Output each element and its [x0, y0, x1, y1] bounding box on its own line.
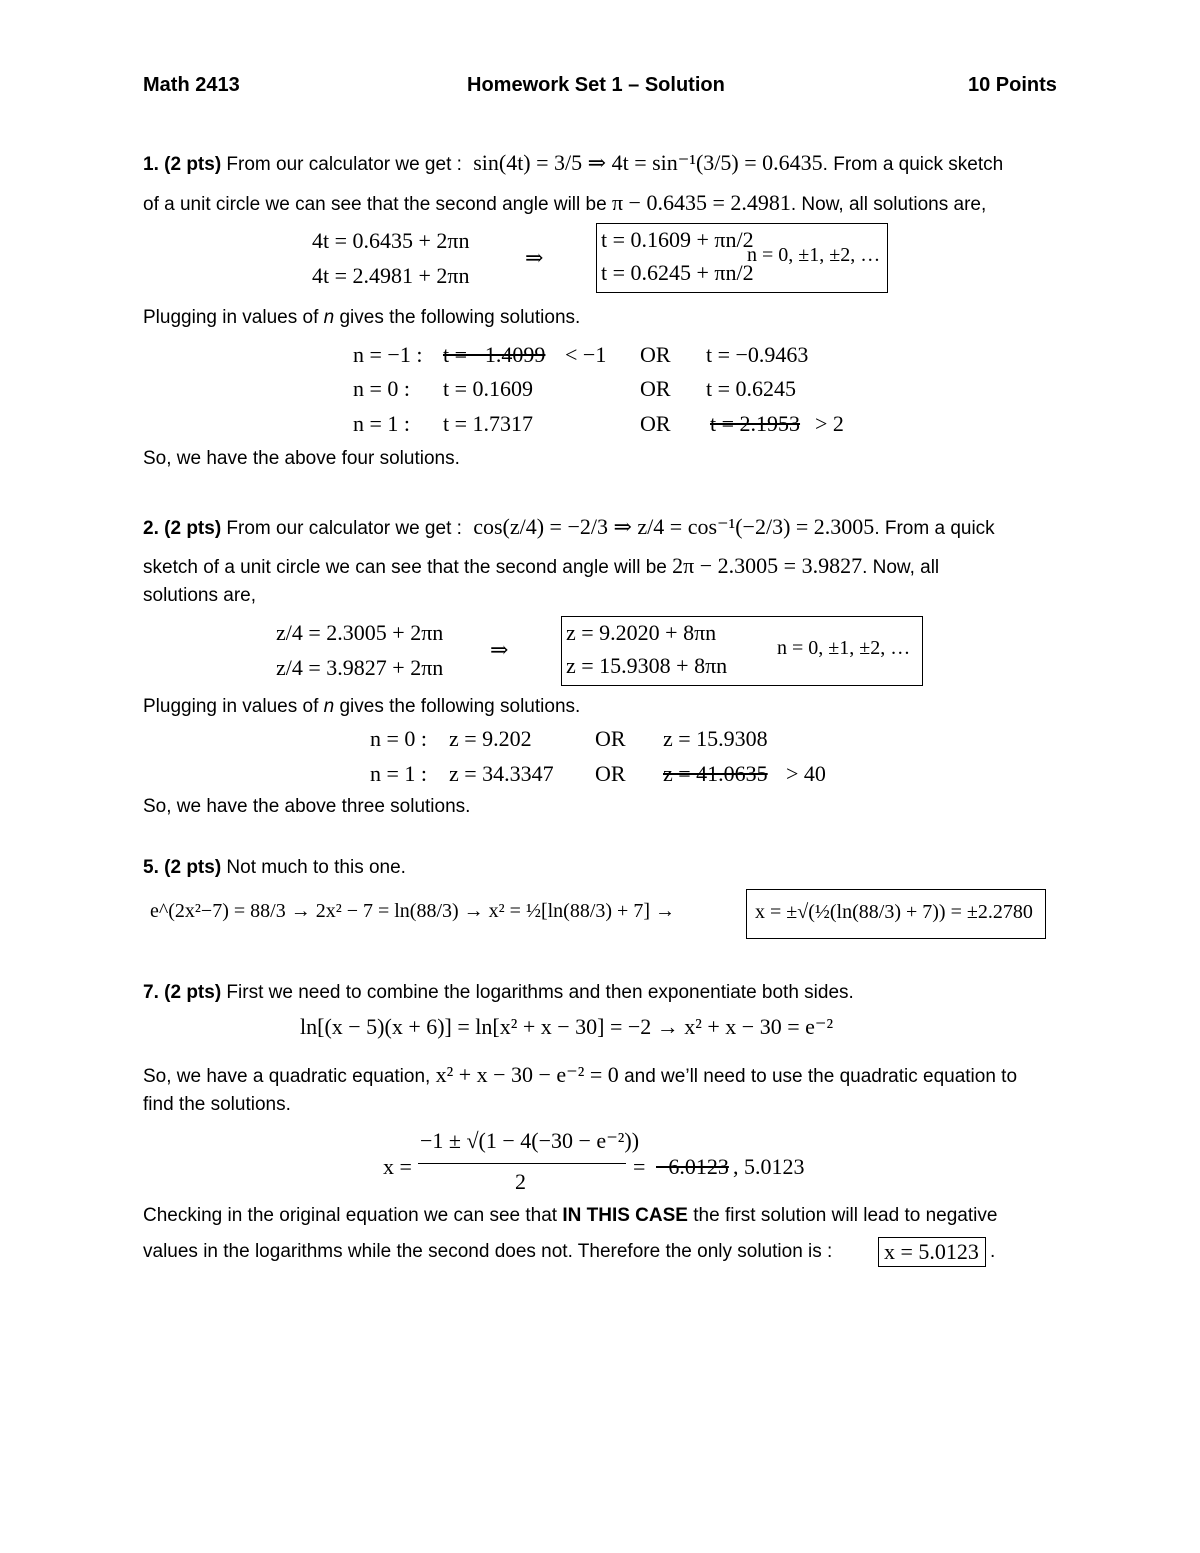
p1-line2-tail: . Now, all solutions are,	[790, 194, 987, 215]
p7-line1	[143, 982, 854, 1004]
p1-row-a-tail: < −1	[565, 342, 607, 367]
course-name: Math 2413	[143, 74, 240, 96]
p2-number: 2.	[143, 518, 159, 539]
p7-number: 7.	[143, 982, 159, 1003]
p7-formula-numerator: −1 ± √(1 − 4(−30 − e⁻²))	[420, 1128, 640, 1153]
p7-quad-line	[143, 1062, 1017, 1088]
p2-row-or: OR	[595, 761, 626, 786]
p2-row-n: n = 0 :	[370, 726, 428, 751]
p1-plug: Plugging in values of	[143, 307, 319, 328]
p2-eq-left-1: z/4 = 2.3005 + 2πn	[276, 620, 444, 645]
p7-quad-text: So, we have a quadratic equation,	[143, 1066, 431, 1087]
p2-eq-left-2: z/4 = 3.9827 + 2πn	[276, 655, 444, 680]
p7-formula-x: x =	[383, 1154, 412, 1179]
p7-quad-tail: and we’ll need to use the quadratic equation to	[624, 1066, 1018, 1087]
p2-pts: (2 pts)	[164, 518, 222, 539]
p1-number: 1.	[143, 154, 159, 175]
p5-pts: (2 pts)	[164, 857, 222, 878]
p7-fraction-bar	[418, 1163, 626, 1164]
p5-line1	[143, 857, 406, 879]
p7-last-text: values in the logarithms while the second does not. Therefore the only solution is :	[143, 1241, 833, 1262]
p1-row-n: n = 1 :	[353, 411, 411, 436]
p2-line2-text: sketch of a unit circle we can see that the second angle will be	[143, 557, 667, 578]
p1-row-or: OR	[640, 342, 671, 367]
p1-row-b-tail: > 2	[815, 411, 844, 436]
p5-equation: e^(2x²−7) = 88/3 → 2x² − 7 = ln(88/3) → x² = ½[ln(88/3) + 7] →	[150, 900, 675, 922]
p1-row-a-struck: t = −1.4099	[443, 342, 546, 367]
p2-line2	[143, 553, 939, 579]
p2-box-n: n = 0, ±1, ±2, …	[777, 637, 911, 659]
p2-plug-n: n	[323, 696, 335, 717]
p1-arrow: ⇒	[525, 245, 544, 270]
p2-calc: cos(z/4) = −2/3 ⇒ z/4 = cos⁻¹(−2/3) = 2.3005	[473, 514, 875, 539]
p7-quad-eq: x² + x − 30 − e⁻² = 0	[435, 1062, 619, 1087]
p2-intro: From our calculator we get :	[226, 518, 462, 539]
p1-row-n: n = −1 :	[353, 342, 423, 367]
p2-plug-line	[143, 696, 580, 718]
p7-check-line	[143, 1205, 997, 1227]
p5-number: 5.	[143, 857, 159, 878]
p1-calc: sin(4t) = 3/5 ⇒ 4t = sin⁻¹(3/5) = 0.6435	[473, 150, 823, 175]
p1-box-eq-2: t = 0.6245 + πn/2	[601, 260, 754, 285]
p1-conclusion: So, we have the above four solutions.	[143, 448, 460, 469]
p1-pts: (2 pts)	[164, 154, 222, 175]
p2-row-b: z = 15.9308	[663, 726, 768, 751]
p2-line2-tail: . Now, all	[862, 557, 940, 578]
p1-line1	[143, 150, 1003, 176]
p2-box-eq-1: z = 9.2020 + 8πn	[566, 620, 717, 645]
p7-equation: ln[(x − 5)(x + 6)] = ln[x² + x − 30] = −2 → x² + x − 30 = e⁻²	[300, 1014, 834, 1039]
p1-row-b: t = 0.6245	[706, 376, 797, 401]
p7-check-a: Checking in the original equation we can see that	[143, 1205, 558, 1226]
p2-solution-box	[561, 616, 923, 686]
p2-row-a: z = 34.3347	[449, 761, 554, 786]
p2-plug: Plugging in values of	[143, 696, 319, 717]
p7-line3: find the solutions.	[143, 1094, 291, 1115]
p7-check-bold: IN THIS CASE	[562, 1205, 688, 1226]
p2-row-b-struck: z = 41.0635	[663, 761, 768, 786]
p2-after-calc: . From a quick	[874, 518, 995, 539]
p7-intro: First we need to combine the logarithms and then exponentiate both sides.	[226, 982, 854, 1003]
p2-conclusion: So, we have the above three solutions.	[143, 796, 471, 817]
p1-intro: From our calculator we get :	[226, 154, 462, 175]
p2-plug-tail: gives the following solutions.	[339, 696, 581, 717]
p1-eq-left-2: 4t = 2.4981 + 2πn	[312, 263, 470, 288]
p7-check-b: the first solution will lead to negative	[693, 1205, 998, 1226]
p1-box-n: n = 0, ±1, ±2, …	[747, 244, 881, 266]
p1-row-n: n = 0 :	[353, 376, 411, 401]
p1-plug-n: n	[323, 307, 335, 328]
p7-solution-struck: −6.0123	[656, 1154, 729, 1179]
p1-solution-box	[596, 223, 888, 293]
p2-line3: solutions are,	[143, 585, 257, 606]
points-total: 10 Points	[968, 74, 1057, 96]
p1-line2	[143, 190, 986, 216]
p7-formula-equals: =	[633, 1154, 646, 1179]
p2-row-n: n = 1 :	[370, 761, 428, 786]
p2-line1	[143, 514, 995, 540]
p5-intro: Not much to this one.	[226, 857, 406, 878]
p1-after-calc: . From a quick sketch	[822, 154, 1004, 175]
p1-row-or: OR	[640, 376, 671, 401]
p2-row-a: z = 9.202	[449, 726, 532, 751]
p1-row-a: t = 1.7317	[443, 411, 534, 436]
p1-row-b: t = −0.9463	[706, 342, 809, 367]
p7-final-dot: .	[990, 1241, 996, 1262]
p2-arrow: ⇒	[490, 637, 509, 662]
p1-box-eq-1: t = 0.1609 + πn/2	[601, 227, 754, 252]
p1-line2-text: of a unit circle we can see that the second angle will be	[143, 194, 607, 215]
p1-second-angle: π − 0.6435 = 2.4981	[611, 190, 791, 215]
p7-final-box	[878, 1237, 986, 1267]
p5-answer-box	[746, 889, 1046, 939]
p5-boxed: x = ±√(½(ln(88/3) + 7)) = ±2.2780	[755, 901, 1033, 923]
p1-row-or: OR	[640, 411, 671, 436]
p2-row-or: OR	[595, 726, 626, 751]
p7-solution-keep: , 5.0123	[733, 1154, 805, 1179]
page-title: Homework Set 1 – Solution	[467, 74, 725, 96]
p1-row-b-struck: t = 2.1953	[710, 411, 801, 436]
p2-box-eq-2: z = 15.9308 + 8πn	[566, 653, 728, 678]
p1-plug-tail: gives the following solutions.	[339, 307, 581, 328]
p1-plug-line	[143, 307, 580, 329]
p1-eq-left-1: 4t = 0.6435 + 2πn	[312, 228, 470, 253]
p1-row-a: t = 0.1609	[443, 376, 534, 401]
p2-second-angle: 2π − 2.3005 = 3.9827	[672, 553, 863, 578]
p7-formula-denominator: 2	[515, 1169, 526, 1194]
p7-last-line	[143, 1241, 832, 1263]
p7-pts: (2 pts)	[164, 982, 222, 1003]
p2-row-b-tail: > 40	[786, 761, 826, 786]
p7-final: x = 5.0123	[884, 1239, 979, 1264]
